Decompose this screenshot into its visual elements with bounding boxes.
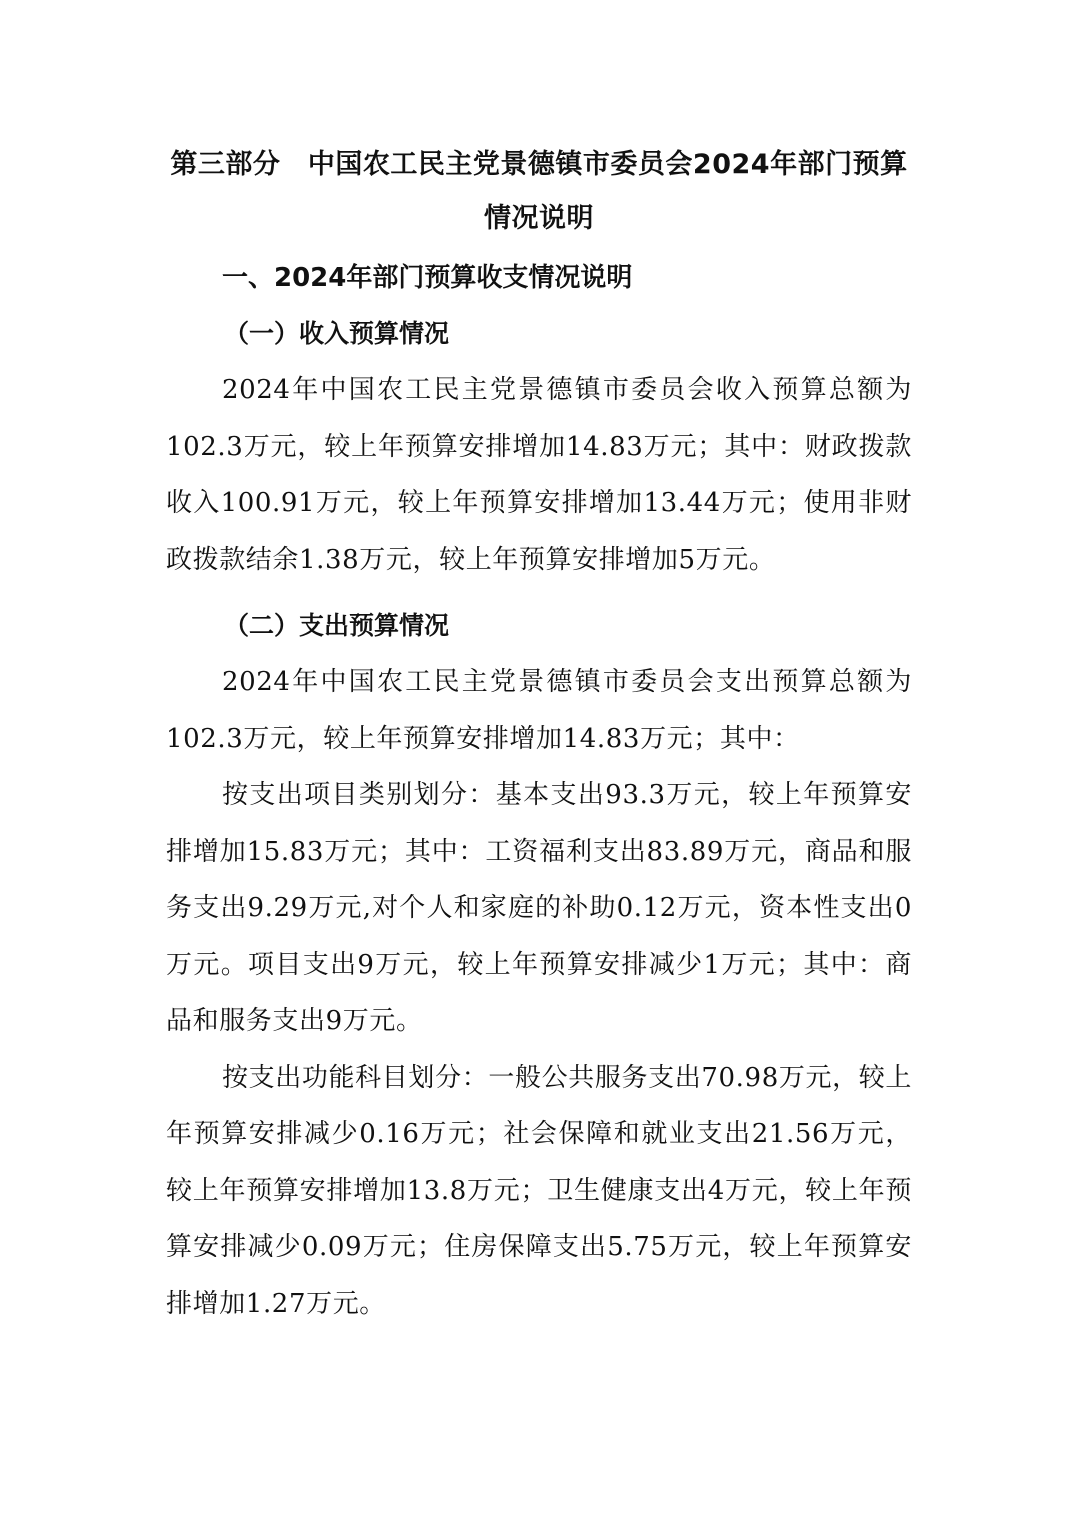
subsection-heading-expenditure: （二）支出预算情况 bbox=[224, 611, 450, 640]
income-paragraph: 2024年中国农工民主党景德镇市委员会收入预算总额为102.3万元，较上年预算安排增加14.83万元；其中：财政拨款收入100.91万元，较上年预算安排增加13.44万元；使用非财政拨款结余1.38万元，较上年预算安排增加5万元。 bbox=[166, 375, 912, 575]
section-heading-budget-overview: 一、2024年部门预算收支情况说明 bbox=[222, 263, 633, 293]
document-page bbox=[166, 138, 912, 1332]
spacer bbox=[166, 588, 912, 598]
expenditure-by-function-paragraph: 按支出功能科目划分：一般公共服务支出70.98万元，较上年预算安排减少0.16万元；社会保障和就业支出21.56万元，较上年预算安排增加13.8万元；卫生健康支出4万元，较上年预算安排减少0.09万元；住房保障支出5.75万元，较上年预算安排增加1.27万元。 bbox=[166, 1062, 912, 1319]
document-title: 第三部分 中国农工民主党景德镇市委员会2024年部门预算情况说明 bbox=[170, 149, 908, 234]
expenditure-total-paragraph: 2024年中国农工民主党景德镇市委员会支出预算总额为102.3万元，较上年预算安排增加14.83万元；其中： bbox=[166, 667, 912, 754]
subsection-heading-income: （一）收入预算情况 bbox=[224, 319, 450, 348]
expenditure-by-category-paragraph: 按支出项目类别划分：基本支出93.3万元，较上年预算安排增加15.83万元；其中：工资福利支出83.89万元，商品和服务支出9.29万元,对个人和家庭的补助0.12万元，资本性支出0万元。项目支出9万元，较上年预算安排减少1万元；其中：商品和服务支出9万元。 bbox=[166, 780, 912, 1036]
